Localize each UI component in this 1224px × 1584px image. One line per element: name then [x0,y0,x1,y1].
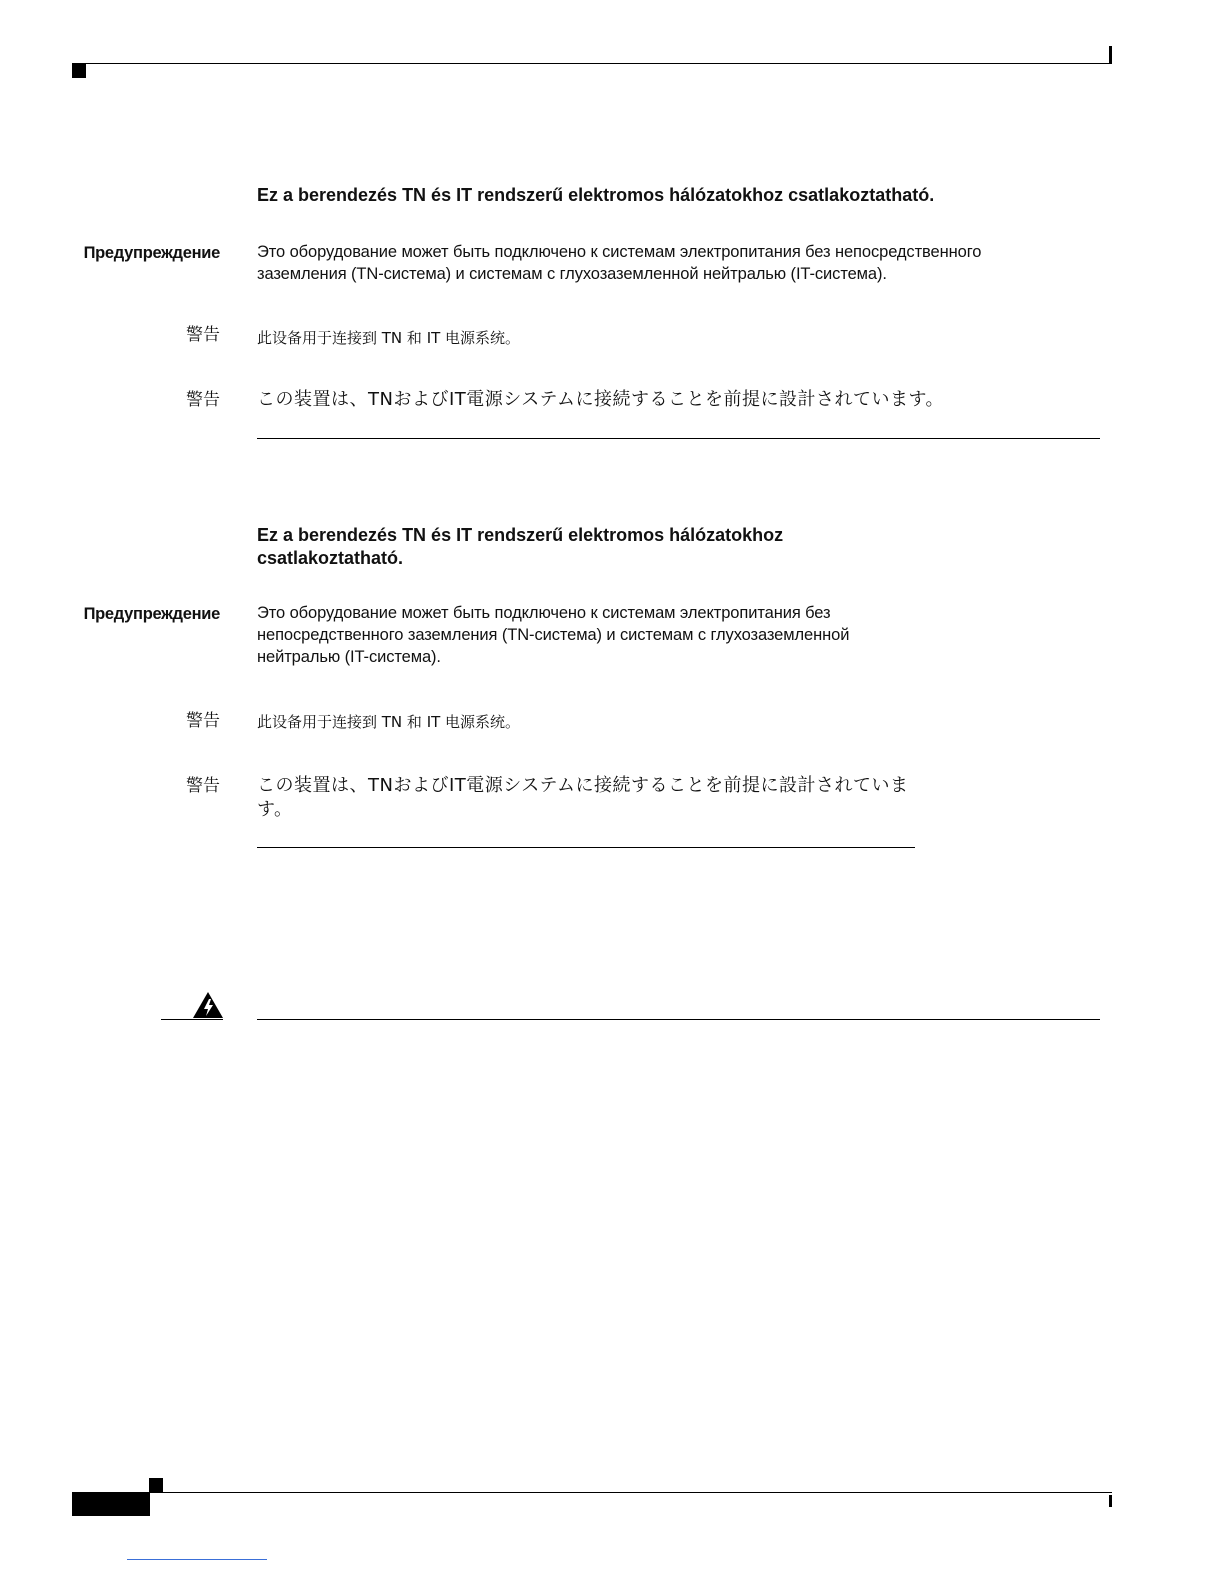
russian-warning-label-2: Предупреждение [83,605,220,623]
footer-link-underline [127,1559,267,1560]
warning-triangle-icon [192,991,224,1019]
japanese-warning-label-2: 警告 [186,776,220,795]
japanese-warning-text-1: この装置は、TNおよびIT電源システムに接続することを前提に設計されています。 [257,389,945,410]
header-rule [72,63,1112,64]
footer-page-tab [72,1492,150,1516]
japanese-warning-label-1: 警告 [186,390,220,409]
chinese-warning-label-2: 警告 [186,711,220,730]
warning-left-rule [161,1019,223,1020]
japanese-warning-text-2: この装置は、TNおよびIT電源システムに接続することを前提に設計されています。 [257,775,909,820]
russian-warning-label-1: Предупреждение [83,244,220,262]
section-divider-1 [257,438,1100,439]
warning-right-rule [257,1019,1100,1020]
chinese-warning-text-1: 此设备用于连接到 TN 和 IT 电源系统。 [257,329,521,347]
section-divider-2 [257,847,915,848]
footer-small-marker [149,1478,163,1492]
chinese-warning-text-2: 此设备用于连接到 TN 和 IT 电源系统。 [257,713,521,731]
hungarian-warning-text-2: Ez a berendezés TN és IT rendszerű elektromos hálózatokhoz csatlakoztatható. [257,525,784,568]
chinese-warning-label-1: 警告 [186,325,220,344]
header-right-tick [1109,46,1112,64]
hungarian-warning-text-1: Ez a berendezés TN és IT rendszerű elektromos hálózatokhoz csatlakoztatható. [257,185,935,205]
russian-warning-text-1: Это оборудование может быть подключено к системам электропитания без непосредственного заземления (TN-система) и системам с глухозаземленной нейтралью (IT-система). [257,243,982,283]
header-left-marker [72,64,86,78]
footer-rule [149,1492,1112,1493]
footer-right-tick [1109,1495,1112,1507]
russian-warning-text-2: Это оборудование может быть подключено к системам электропитания без непосредственного заземления (TN-система) и системам с глухозаземленной нейтралью (IT-система). [257,604,850,666]
